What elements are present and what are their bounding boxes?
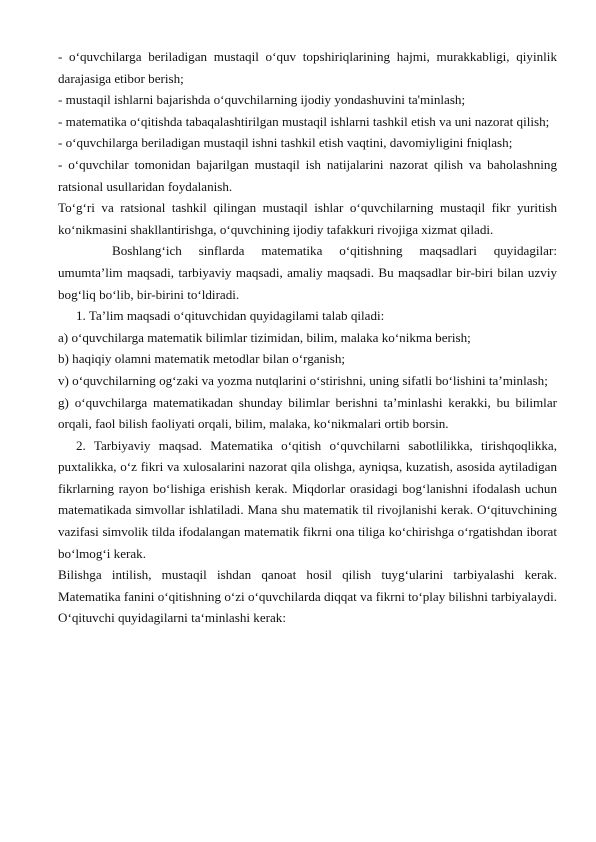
list-item-g: g) o‘quvchilarga matematikadan shunday bilimlar berishni ta’minlashi kerakki, bu bilimlar orqali, faol bilish faoliyati orqali, bilim, malaka, ko‘nikmalari ortib borsin. bbox=[58, 394, 557, 432]
list-item-task-volume: - o‘quvchilarga beriladigan mustaqil o‘quv topshiriqlarining hajmi, murakkabligi, qiyinlik darajasiga etibor berish; bbox=[58, 49, 557, 86]
paragraph-teaching-goals: Boshlang‘ich sinflarda matematika o‘qitishning maqsadlari quyidagilar: umumta’lim maqsadi, tarbiyaviy maqsadi, amaliy maqsadi. Bu maqsadlar bir-biri bilan uzviy bog‘liq bo‘lib, bir-birini to‘ldiradi. bbox=[58, 243, 557, 302]
list-item-time-duration: - o‘quvchilarga beriladigan mustaqil ishni tashkil etish vaqtini, davomiyligini fniqlash; bbox=[58, 135, 513, 151]
paragraph-cognitive-interest: Bilishga intilish, mustaqil ishdan qanoat hosil qilish tuyg‘ularini tarbiyalashi kerak. Matematika fanini o‘qitishning o‘zi o‘quvchilarda diqqat va fikrni to‘play bilishni tarbiyalaydi. O‘qituvchi quyidagilarni ta‘minlashi kerak: bbox=[58, 567, 557, 626]
paragraph-rational-organization: To‘g‘ri va ratsional tashkil qilingan mustaqil ishlar o‘quvchilarning mustaqil fikr yuritish ko‘nikmasini shakllantirishga, o‘quvchining ijodiy tafakkuri rivojiga xizmat qiladi. bbox=[58, 200, 557, 237]
heading-educational-goal: 1. Ta’lim maqsadi o‘qituvchidan quyidagilami talab qiladi: bbox=[76, 308, 385, 324]
paragraph-upbringing-goal: 2. Tarbiyaviy maqsad. Matematika o‘qitish o‘quvchilarni sabotlilikka, tirishqoqlikka, puxtalikka, o‘z fikri va xulosalarini nazorat qila olishga, ayniqsa, kuzatish, asosida aytiladigan fikrlarning rayon bo‘lishiga erishish kerak. Miqdorlar orasidagi bog‘lanishni ifodalash uchun matematikada simvollar ishlatiladi. Mana shu matematik til rivojlanishi kerak. O‘qituvchining vazifasi simvolik tilda ifodalangan matematik fikrni ona tiliga ko‘chirishga o‘rgatishdan iborat bo‘lmog‘i kerak. bbox=[58, 437, 557, 561]
list-item-creative-approach: - mustaqil ishlarni bajarishda o‘quvchilarning ijodiy yondashuvini ta'minlash; bbox=[58, 92, 466, 108]
document-page bbox=[58, 46, 557, 629]
list-item-v: v) o‘quvchilarning og‘zaki va yozma nutqlarini o‘stirishni, uning sifatli bo‘lishini ta’minlash; bbox=[58, 372, 548, 388]
list-item-differentiated-work: - matematika o‘qitishda tabaqalashtirilgan mustaqil ishlarni tashkil etish va uni nazorat qilish; bbox=[58, 113, 550, 129]
list-item-b: b) haqiqiy olamni matematik metodlar bilan o‘rganish; bbox=[58, 351, 346, 367]
list-item-a: a) o‘quvchilarga matematik bilimlar tizimidan, bilim, malaka ko‘nikma berish; bbox=[58, 329, 471, 345]
list-item-assessment-methods: - o‘quvchilar tomonidan bajarilgan mustaqil ish natijalarini nazorat qilish va baholashning ratsional usullaridan foydalanish. bbox=[58, 156, 557, 194]
